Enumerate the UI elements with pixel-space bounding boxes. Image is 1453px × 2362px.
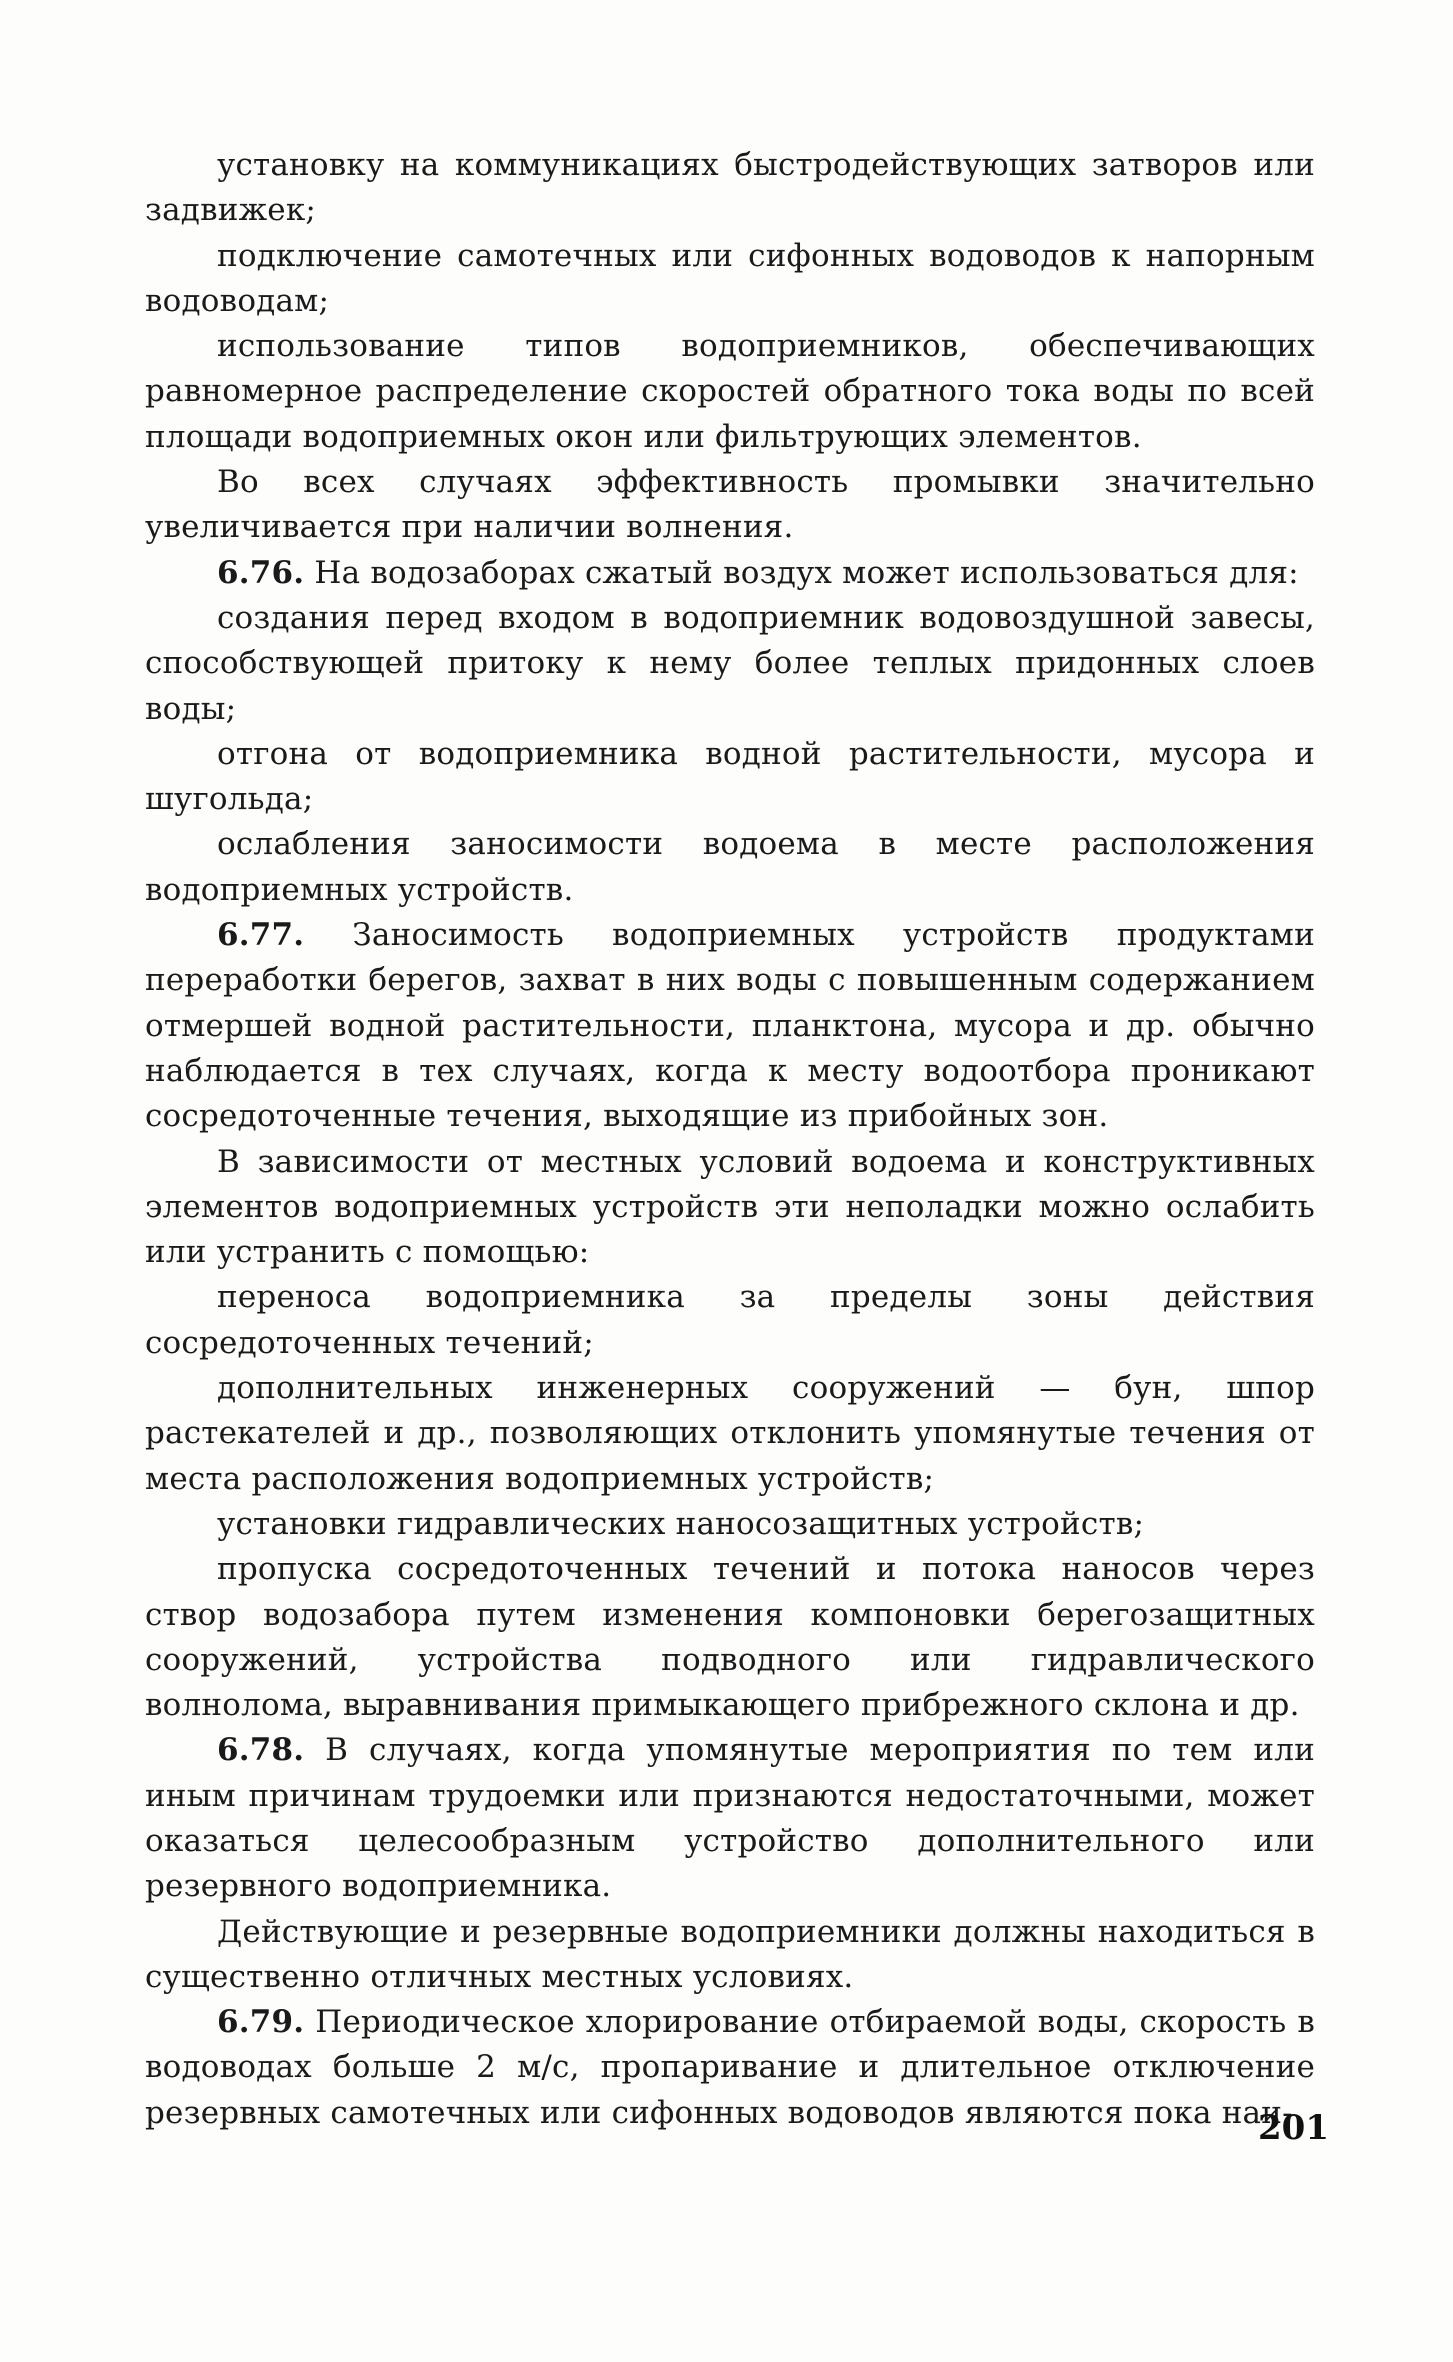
paragraph (145, 1728, 1315, 1909)
paragraph-text: установку на коммуникациях быстродействующих затворов или задвижек; (145, 147, 1315, 229)
body-text (145, 143, 1315, 2136)
section-number: 6.78. (217, 1732, 305, 1769)
paragraph-text: отгона от водоприемника водной растительности, мусора и шугольда; (145, 735, 1315, 818)
paragraph-text: дополнительных инженерных сооружений — бун, шпор растекателей и др., позволяющих отклонить упомянутые течения от места расположения водоприемных устройств; (145, 1370, 1315, 1497)
paragraph-text: подключение самотечных или сифонных водоводов к напорным водоводам; (145, 237, 1315, 319)
section-number: 6.76. (217, 554, 305, 591)
paragraph (145, 460, 1315, 551)
section-number: 6.77. (217, 917, 305, 954)
paragraph-text: Во всех случаях эффективность промывки значительно увеличивается при наличии волнения. (145, 464, 1315, 546)
paragraph (145, 551, 1315, 596)
paragraph (145, 732, 1315, 823)
paragraph (145, 143, 1315, 234)
paragraph (145, 1910, 1315, 2001)
paragraph-text: ослабления заносимости водоема в месте расположения водоприемных устройств. (145, 826, 1315, 908)
paragraph-text: Действующие и резервные водоприемники должны находиться в существенно отличных местных условиях. (145, 1913, 1315, 1995)
paragraph (145, 1502, 1315, 1547)
paragraph (145, 1140, 1315, 1276)
paragraph (145, 596, 1315, 732)
paragraph-text: Заносимость водоприемных устройств продуктами переработки берегов, захват в них воды с повышенным содержанием отмершей водной растительности, планктона, мусора и др. обычно наблюдается в тех случаях, когда к месту водоотбора проникают сосредоточенные течения, выходящие из прибойных зон. (145, 917, 1315, 1135)
paragraph (145, 822, 1315, 913)
paragraph (145, 2000, 1315, 2136)
page-number: 201 (1258, 2108, 1329, 2148)
paragraph (145, 1547, 1315, 1728)
paragraph (145, 324, 1315, 460)
paragraph-text: создания перед входом в водоприемник водовоздушной завесы, способствующей притоку к нему более теплых придонных слоев воды; (145, 599, 1315, 727)
section-number: 6.79. (217, 2004, 305, 2041)
paragraph (145, 913, 1315, 1139)
paragraph (145, 1275, 1315, 1366)
paragraph-text: переноса водоприемника за пределы зоны действия сосредоточенных течений; (145, 1279, 1315, 1361)
paragraph-text: На водозаборах сжатый воздух может использоваться для: (314, 554, 1299, 591)
paragraph (145, 1366, 1315, 1502)
paragraph-text: установки гидравлических наносозащитных устройств; (217, 1505, 1145, 1542)
paragraph-text: пропуска сосредоточенных течений и потока наносов через створ водозабора путем изменения компоновки берегозащитных сооружений, устройства подводного или гидравлического волнолома, выравнивания примыкающего прибрежного склона и др. (145, 1551, 1315, 1724)
paragraph (145, 234, 1315, 325)
paragraph-text: Периодическое хлорирование отбираемой воды, скорость в водоводах больше 2 м/с, пропаривание и длительное отключение резервных самотечных или сифонных водоводов являются пока наи- (145, 2004, 1316, 2131)
paragraph-text: В случаях, когда упомянутые мероприятия по тем или иным причинам трудоемки или признаются недостаточными, может оказаться целесообразным устройство дополнительного или резервного водоприемника. (145, 1732, 1315, 1905)
paragraph-text: В зависимости от местных условий водоема и конструктивных элементов водоприемных устройств эти неполадки можно ослабить или устранить с помощью: (145, 1143, 1315, 1271)
paragraph-text: использование типов водоприемников, обеспечивающих равномерное распределение скоростей обратного тока воды по всей площади водоприемных окон или фильтрующих элементов. (145, 328, 1315, 455)
